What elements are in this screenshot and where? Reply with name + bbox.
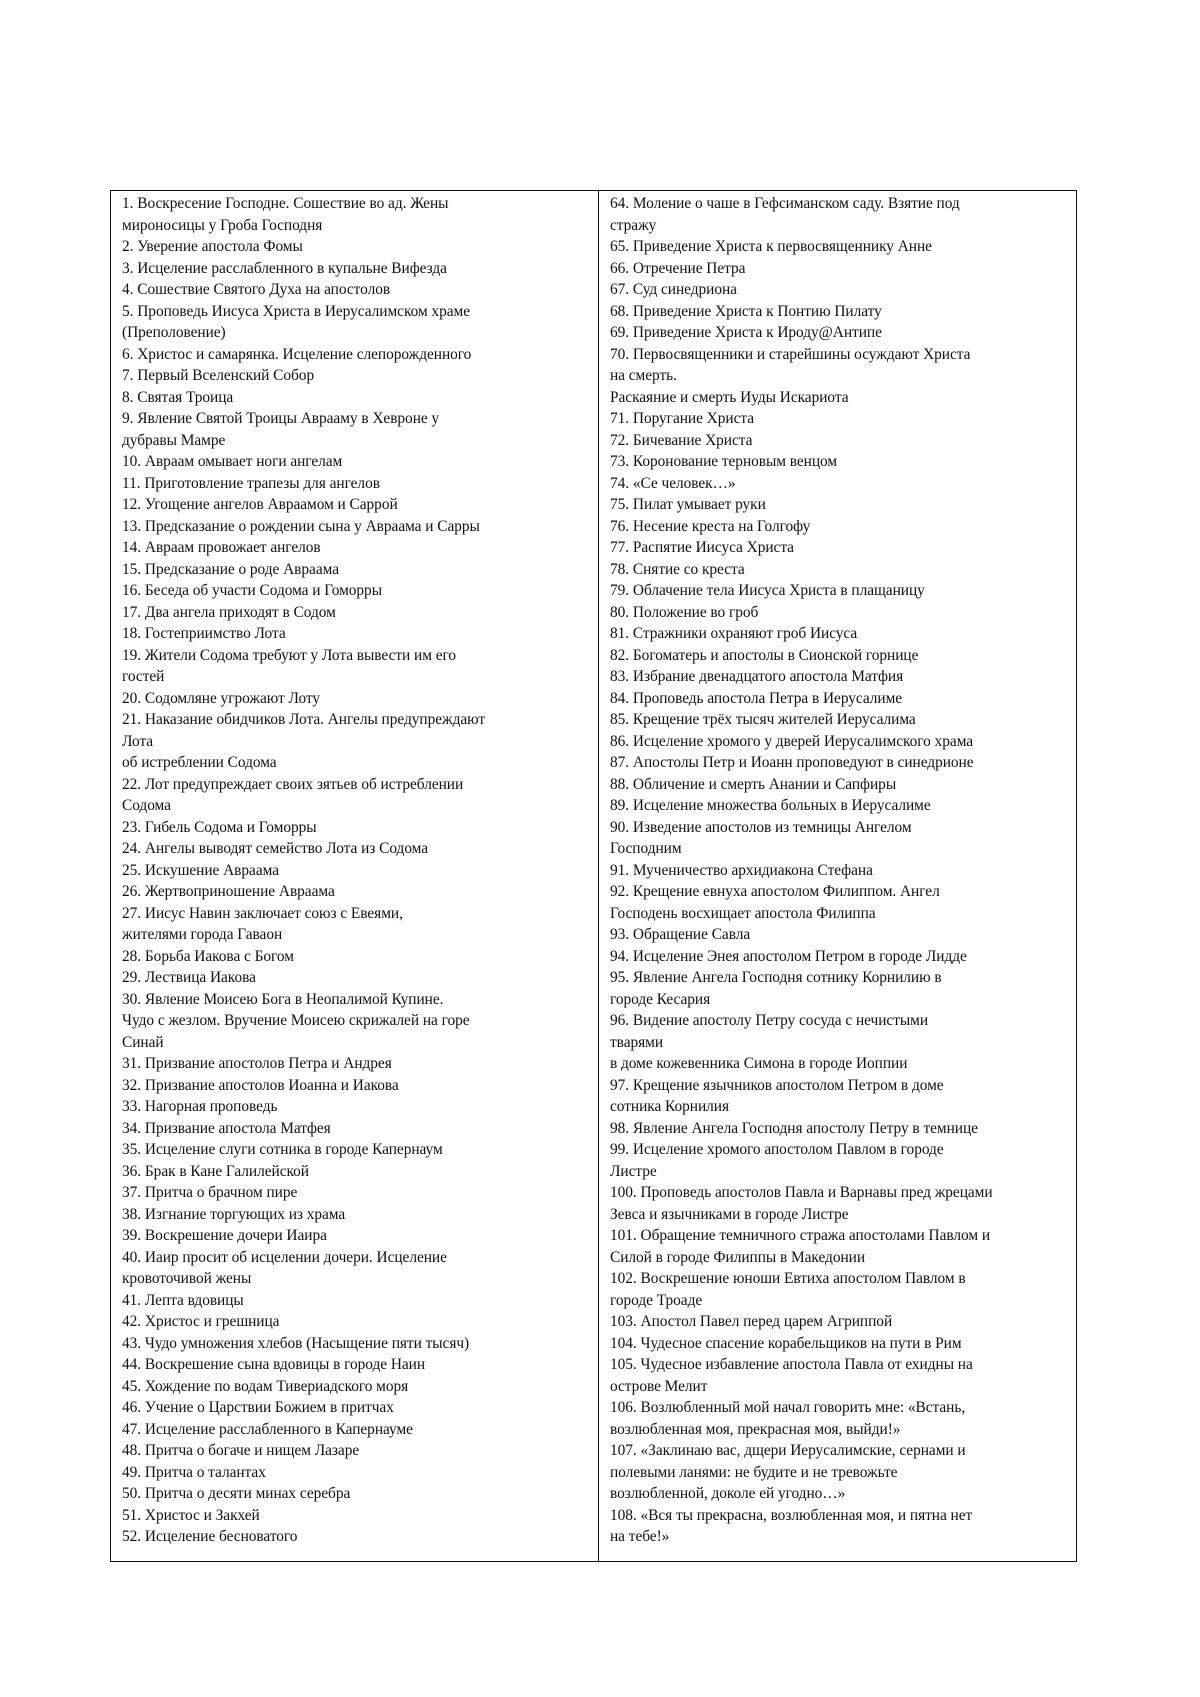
table-line: 67. Суд синедриона [610,281,737,298]
table-line: возлюбленной, доколе ей угодно…» [610,1485,846,1502]
table-line: Раскаяние и смерть Иуды Искариота [610,388,849,406]
table-line: полевыми ланями: не будите и не тревожьте [610,1463,898,1481]
table-line: 22. Лот предупреждает своих зятьев об истреблении [122,775,464,793]
table-line: 90. Изведение апостолов из темницы Ангелом [610,818,912,836]
table-line: городе Кесария [610,990,711,1008]
table-line: 1. Воскресение Господне. Сошествие во ад. Жены [122,195,449,212]
table-line: 79. Облачение тела Иисуса Христа в плащаницу [610,582,925,599]
table-line: 85. Крещение трёх тысяч жителей Иерусалима [610,711,916,728]
table-line: 77. Распятие Иисуса Христа [610,539,794,556]
table-line: 50. Притча о десяти минах серебра [122,1485,351,1502]
table-line: 96. Видение апостолу Петру сосуда с нечистыми [610,1012,929,1029]
table-line: 36. Брак в Кане Галилейской [122,1162,309,1180]
table-line: 17. Два ангела приходят в Содом [122,603,336,621]
table-line: 10. Авраам омывает ноги ангелам [122,453,343,470]
table-line: 89. Исцеление множества больных в Иерусалиме [610,797,931,814]
table-line: 18. Гостеприимство Лота [122,625,286,642]
table-line: 13. Предсказание о рождении сына у Авраама и Сарры [122,517,480,535]
table-line: 64. Моление о чаше в Гефсиманском саду. Взятие под [610,195,960,212]
table-line: 14. Авраам провожает ангелов [122,539,321,556]
table-line: Листре [610,1162,657,1180]
table-line: 37. Притча о брачном пире [122,1184,298,1201]
table-line: Синай [122,1033,164,1051]
table-line: кровоточивой жены [122,1270,252,1287]
table-line: 73. Коронование терновым венцом [610,453,838,470]
table-line: 30. Явление Моисею Бога в Неопалимой Купине. [122,990,444,1008]
table-line: 86. Исцеление хромого у дверей Иерусалимского храма [610,732,974,750]
right-column [599,191,1076,1561]
table-line: 38. Изгнание торгующих из храма [122,1205,346,1223]
table-line: 33. Нагорная проповедь [122,1098,278,1115]
table-line: 65. Приведение Христа к первосвященнику Анне [610,238,932,255]
table-line: стражу [610,216,657,234]
table-line: 39. Воскрешение дочери Иаира [122,1227,327,1244]
table-line: острове Мелит [610,1377,708,1395]
table-line: на смерть. [610,367,677,384]
table-line: 92. Крещение евнуха апостолом Филиппом. Ангел [610,883,940,900]
table-line: 35. Исцеление слуги сотника в городе Капернаум [122,1141,443,1158]
table-line: 48. Притча о богаче и нищем Лазаре [122,1442,360,1459]
table-line: 91. Мученичество архидиакона Стефана [610,861,873,879]
table-line: 16. Беседа об участи Содома и Гоморры [122,582,382,599]
table-line: 49. Притча о талантах [122,1463,266,1481]
table-line: 44. Воскрешение сына вдовицы в городе Наин [122,1356,426,1373]
table-line: Чудо с жезлом. Вручение Моисею скрижалей на горе [122,1012,470,1029]
table-line: 95. Явление Ангела Господня сотнику Корнилию в [610,969,942,986]
table-line: 9. Явление Святой Троицы Аврааму в Хевроне у [122,410,440,427]
table-line: Силой в городе Филиппы в Македонии [610,1248,866,1266]
table-line: 43. Чудо умножения хлебов (Насыщение пяти тысяч) [122,1334,470,1352]
table-line: 32. Призвание апостолов Иоанна и Иакова [122,1076,399,1094]
table-line: на тебе!» [610,1528,670,1545]
table-line: 40. Иаир просит об исцелении дочери. Исцеление [122,1248,447,1266]
table-line: сотника Корнилия [610,1098,730,1115]
table-line: 7. Первый Вселенский Собор [122,367,315,384]
table-line: 99. Исцеление хромого апостолом Павлом в городе [610,1141,944,1158]
table-line: 26. Жертвоприношение Авраама [122,883,335,900]
table-line: 34. Призвание апостола Матфея [122,1119,331,1137]
table-line: 41. Лепта вдовицы [122,1291,244,1309]
table-line: 2. Уверение апостола Фомы [122,238,303,255]
table-line: 68. Приведение Христа к Понтию Пилату [610,302,882,320]
table-line: гостей [122,668,165,685]
table-line: 19. Жители Содома требуют у Лота вывести им его [122,646,456,664]
table-line: 27. Иисус Навин заключает союз с Евеями, [122,904,403,922]
table-line: 52. Исцеление бесноватого [122,1528,298,1545]
table-line: 103. Апостол Павел перед царем Агриппой [610,1313,893,1330]
table-line: 75. Пилат умывает руки [610,496,766,513]
table-line: 71. Поругание Христа [610,410,755,427]
table-line: 4. Сошествие Святого Духа на апостолов [122,281,391,298]
table-line: 45. Хождение по водам Тивериадского моря [122,1377,409,1395]
table-line: 105. Чудесное избавление апостола Павла от ехидны на [610,1356,973,1373]
table-line: мироносицы у Гроба Господня [122,216,323,234]
table-line: 106. Возлюбленный мой начал говорить мне: «Встань, [610,1399,966,1416]
table-line: 47. Исцеление расслабленного в Капернауме [122,1420,413,1438]
table-line: 78. Снятие со креста [610,560,745,578]
table-line: возлюбленная моя, прекрасная моя, выйди!» [610,1420,901,1438]
table-line: 20. Содомляне угрожают Лоту [122,689,321,707]
table-line: тварями [610,1033,664,1051]
table-line: 11. Приготовление трапезы для ангелов [122,474,380,492]
table-line: городе Троаде [610,1291,703,1309]
table-line: 81. Стражники охраняют гроб Иисуса [610,625,858,642]
table-line: 21. Наказание обидчиков Лота. Ангелы предупреждают [122,711,486,728]
scenes-table [110,190,1077,1562]
left-column [111,191,599,1561]
table-line: 98. Явление Ангела Господня апостолу Петру в темнице [610,1119,978,1137]
table-line: Лота [122,732,154,750]
table-line: 108. «Вся ты прекрасна, возлюбленная моя, и пятна нет [610,1506,973,1524]
table-line: 28. Борьба Иакова с Богом [122,947,294,965]
table-line: 101. Обращение темничного стража апостолами Павлом и [610,1227,991,1244]
table-line: 69. Приведение Христа к Ироду@Антипе [610,324,882,341]
table-line: 93. Обращение Савла [610,926,751,943]
table-line: (Преполовение) [122,324,226,341]
table-line: Содома [122,797,171,814]
table-line: 104. Чудесное спасение корабельщиков на пути в Рим [610,1334,962,1352]
table-line: 72. Бичевание Христа [610,431,753,449]
table-line: 24. Ангелы выводят семейство Лота из Содома [122,840,429,857]
table-line: дубравы Мамре [122,431,226,449]
table-line: 15. Предсказание о роде Авраама [122,560,339,578]
table-line: 29. Лествица Иакова [122,969,256,986]
table-line: 8. Святая Троица [122,388,234,406]
table-line: 6. Христос и самарянка. Исцеление слепорожденного [122,345,472,363]
table-line: 74. «Се человек…» [610,474,736,492]
table-line: 23. Гибель Содома и Гоморры [122,818,317,836]
table-line: 87. Апостолы Петр и Иоанн проповедуют в синедрионе [610,754,974,771]
table-line: об истреблении Содома [122,754,277,771]
table-line: 76. Несение креста на Голгофу [610,517,811,535]
table-line: 107. «Заклинаю вас, дщери Иерусалимские, сернами и [610,1442,966,1459]
table-line: жителями города Гаваон [122,926,283,943]
table-line: 42. Христос и грешница [122,1313,280,1330]
table-line: 25. Искушение Авраама [122,861,279,879]
table-line: Зевса и язычниками в городе Листре [610,1205,849,1223]
table-line: 51. Христос и Закхей [122,1506,260,1524]
table-line: Господним [610,840,682,857]
table-line: 82. Богоматерь и апостолы в Сионской горнице [610,646,919,664]
table-line: 3. Исцеление расслабленного в купальне Вифезда [122,259,447,277]
table-line: 80. Положение во гроб [610,603,759,621]
table-line: 84. Проповедь апостола Петра в Иерусалиме [610,689,903,707]
table-line: 66. Отречение Петра [610,259,746,277]
table-line: 97. Крещение язычников апостолом Петром в доме [610,1076,944,1094]
table-line: 102. Воскрешение юноши Евтиха апостолом Павлом в [610,1270,966,1287]
table-line: Господень восхищает апостола Филиппа [610,904,876,922]
table-line: 94. Исцеление Энея апостолом Петром в городе Лидде [610,947,967,965]
table-line: 88. Обличение и смерть Анании и Сапфиры [610,775,897,793]
table-line: 100. Проповедь апостолов Павла и Варнавы пред жрецами [610,1184,993,1201]
table-line: 31. Призвание апостолов Петра и Андрея [122,1055,392,1072]
table-line: 5. Проповедь Иисуса Христа в Иерусалимском храме [122,302,470,320]
table-line: в доме кожевенника Симона в городе Иоппии [610,1055,908,1072]
table-line: 70. Первосвященники и старейшины осуждают Христа [610,345,971,363]
table-line: 83. Избрание двенадцатого апостола Матфия [610,668,904,685]
table-line: 46. Учение о Царствии Божием в притчах [122,1399,394,1416]
table-line: 12. Угощение ангелов Авраамом и Саррой [122,496,398,513]
